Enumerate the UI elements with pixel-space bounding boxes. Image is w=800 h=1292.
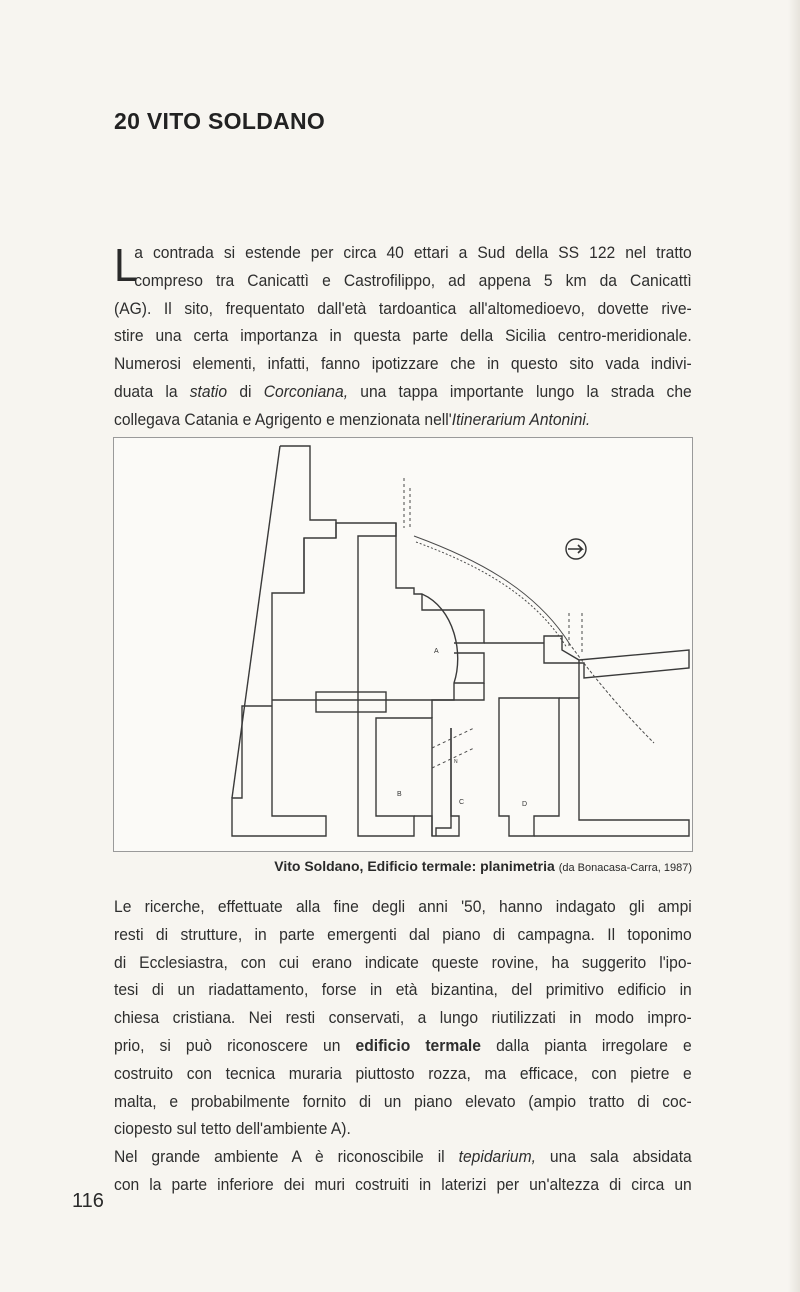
plan-walls (232, 446, 689, 836)
label-c: C (459, 799, 465, 806)
caption-title: Vito Soldano, Edificio termale: planimetria (274, 858, 555, 874)
label-b: B (397, 791, 402, 798)
body-line: ciopesto sul tetto dell'ambiente A). (114, 1119, 351, 1139)
intro-line: Numerosi elementi, infatti, fanno ipotizzare che in questo sito vada indivi- (114, 354, 692, 374)
apse-wall (358, 523, 458, 700)
floor-plan-drawing (114, 438, 694, 853)
east-wing-wall (484, 636, 689, 678)
body-line: di Ecclesiastra, con cui erano indicate queste rovine, ha suggerito l'ipo- (114, 952, 692, 972)
road-lines (404, 478, 654, 768)
intro-line: a contrada si estende per circa 40 ettari a Sud della SS 122 nel tratto (134, 243, 692, 262)
body-line: resti di strutture, in parte emergenti dal piano di campagna. Il toponimo (114, 924, 692, 944)
dropcap-letter: L (114, 239, 138, 291)
intro-line: collegava Catania e Agrigento e menzionata nell'Itinerarium Antonini. (114, 409, 591, 429)
italic-term: Itinerarium Antonini. (451, 409, 591, 429)
body-line: chiesa cristiana. Nei resti conservati, a lungo riutilizzati in modo impro- (114, 1008, 692, 1028)
north-arrow-icon (566, 539, 586, 559)
page-number: 116 (72, 1190, 104, 1212)
page-edge (788, 0, 800, 1292)
body-line: Nel grande ambiente A è riconoscibile il tepidarium, una sala absidata (114, 1147, 692, 1167)
body-line: Le ricerche, effettuate alla fine degli anni '50, hanno indagato gli ampi (114, 897, 692, 916)
body-line: prio, si può riconoscere un edificio termale dalla pianta irregolare e (114, 1035, 692, 1055)
figure-caption (258, 858, 692, 874)
label-d: D (522, 801, 528, 808)
body-line: con la parte inferiore dei muri costruiti in laterizi per un'altezza di circa un (114, 1174, 692, 1194)
italic-term: statio (189, 381, 228, 401)
intro-paragraph (114, 239, 692, 434)
caption-source: (da Bonacasa-Carra, 1987) (558, 862, 692, 874)
intro-line: stire una certa importanza in questa parte della Sicilia centro-meridionale. (114, 326, 692, 346)
label-a: A (434, 648, 439, 655)
dropcap-block (114, 239, 692, 295)
floor-plan-figure (113, 437, 693, 852)
room-d-wall (499, 698, 559, 836)
body-paragraphs (114, 893, 692, 1199)
room-c-wall (436, 728, 451, 836)
intro-line: duata la statio di Corconiana, una tappa importante lungo la strada che (114, 381, 692, 401)
italic-term: Corconiana, (263, 381, 349, 401)
plan-block (316, 692, 386, 712)
intro-line: compreso tra Canicattì e Castrofilippo, ad appena 5 km da Canicattì (134, 270, 692, 290)
body-line: malta, e probabilmente fornito di un piano elevato (ampio tratto di coc- (114, 1091, 692, 1111)
west-wall (232, 446, 336, 836)
label-n: N (454, 759, 458, 765)
west-wall-line (232, 446, 280, 798)
room-b-wall (358, 700, 459, 836)
body-line: tesi di un riadattamento, forse in età bizantina, del primitivo edificio in (114, 980, 692, 1000)
central-wall (272, 523, 396, 700)
italic-term: tepidarium, (458, 1147, 536, 1167)
intro-line: (AG). Il sito, frequentato dall'età tardoantica all'altomedioevo, dovette rive- (114, 298, 692, 318)
body-line: costruito con tecnica muraria piuttosto rozza, ma efficace, con pietre e (114, 1063, 692, 1083)
bold-term: edificio termale (355, 1035, 481, 1055)
chapter-title: 20 VITO SOLDANO (114, 108, 326, 134)
